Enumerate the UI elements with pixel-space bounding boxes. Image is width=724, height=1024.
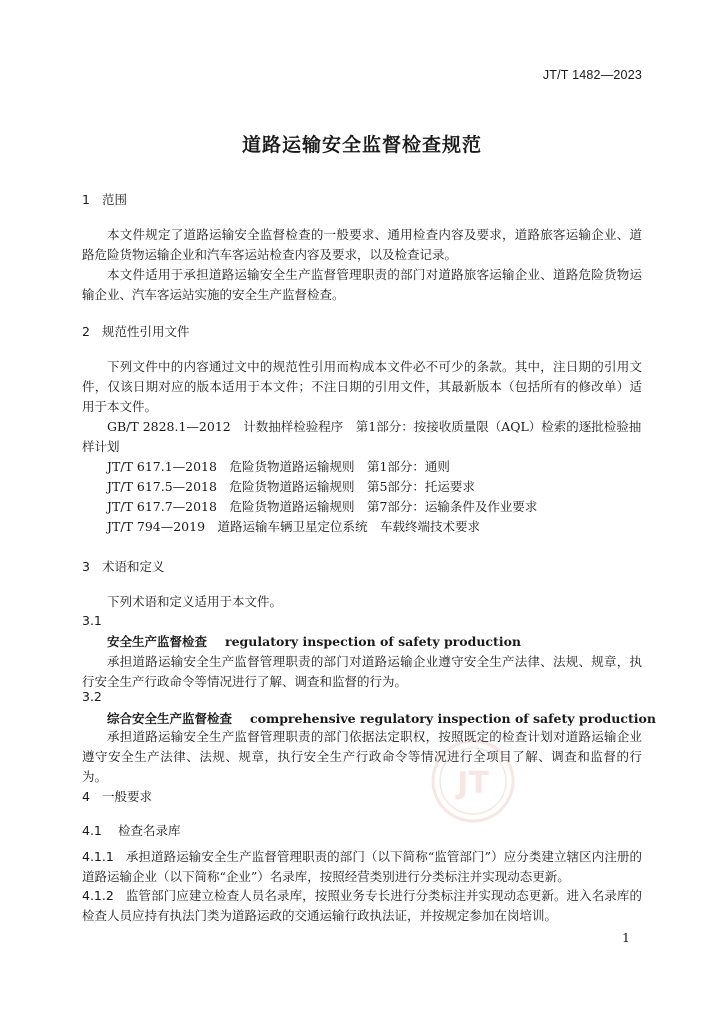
reference-item: GB/T 2828.1—2012 计数抽样检验程序 第1部分：按接收质量限（AQL）检索的逐批检验抽样计划	[82, 419, 642, 454]
section-4-heading	[82, 787, 152, 805]
subsection-4-1-number: 4.1	[82, 823, 102, 838]
section-1-title: 范围	[102, 192, 128, 207]
term-chinese: 安全生产监督检查	[107, 634, 208, 649]
section-3-title: 术语和定义	[102, 559, 165, 574]
svg-text:JT: JT	[457, 766, 489, 801]
reference-item: JT/T 617.5—2018 危险货物道路运输规则 第5部分：托运要求	[107, 479, 475, 494]
term-definition: 承担道路运输安全生产监督管理职责的部门对道路运输企业遵守安全生产法律、法规、规章，执行安全生产行政命令等情况进行了解、调查和监督的行为。	[82, 654, 642, 689]
term-english: regulatory inspection of safety production	[225, 634, 521, 649]
section-3-paragraph-1: 下列术语和定义适用于本文件。	[107, 594, 283, 609]
clause-number: 4.1.1	[82, 849, 114, 864]
subsection-4-1-heading	[82, 821, 181, 839]
clause-number: 4.1.2	[82, 888, 114, 903]
section-2-heading	[82, 322, 190, 340]
clause-4-1-2	[82, 886, 642, 926]
term-heading	[107, 709, 656, 727]
clause-4-1-1	[82, 847, 642, 887]
document-title: 道路运输安全监督检查规范	[241, 134, 482, 156]
term-definition: 承担道路运输安全生产监督管理职责的部门依据法定职权，按照既定的检查计划对道路运输企业遵守安全生产法律、法规、规章，执行安全生产行政命令等情况进行全项目了解、调查和监督的行为。	[82, 729, 642, 784]
section-2-number: 2	[82, 324, 90, 339]
term-number: 3.1	[82, 613, 102, 628]
term-number: 3.2	[82, 689, 102, 704]
reference-item: JT/T 617.7—2018 危险货物道路运输规则 第7部分：运输条件及作业要求	[107, 499, 538, 514]
section-1-paragraph-1: 本文件规定了道路运输安全监督检查的一般要求、通用检查内容及要求，道路旅客运输企业、道路危险货物运输企业和汽车客运站检查内容及要求，以及检查记录。	[82, 227, 642, 262]
section-4-title: 一般要求	[102, 789, 153, 804]
term-chinese: 综合安全生产监督检查	[107, 711, 233, 726]
reference-item: JT/T 794—2019 道路运输车辆卫星定位系统 车载终端技术要求	[107, 519, 481, 534]
term-heading	[107, 632, 521, 650]
section-1-paragraph-2: 本文件适用于承担道路运输安全生产监督管理职责的部门对道路旅客运输企业、道路危险货物运输企业、汽车客运站实施的安全生产监督检查。	[82, 267, 642, 302]
reference-item: JT/T 617.1—2018 危险货物道路运输规则 第1部分：通则	[107, 459, 450, 474]
clause-text: 监管部门应建立检查人员名录库，按照业务专长进行分类标注并实现动态更新。进入名录库的检查人员应持有执法门类为道路运政的交通运输行政执法证，并按规定参加在岗培训。	[82, 888, 642, 923]
standard-code: JT/T 1482—2023	[542, 68, 642, 82]
section-3-heading	[82, 557, 165, 575]
section-1-number: 1	[82, 192, 90, 207]
section-4-number: 4	[82, 789, 90, 804]
page-number: 1	[622, 930, 630, 945]
jt-seal-watermark	[430, 738, 516, 824]
section-3-number: 3	[82, 559, 90, 574]
term-english: comprehensive regulatory inspection of safety production	[250, 711, 656, 726]
clause-text: 承担道路运输安全生产监督管理职责的部门（以下简称“监管部门”）应分类建立辖区内注册的道路运输企业（以下简称“企业”）名录库，按照经营类别进行分类标注并实现动态更新。	[82, 849, 642, 884]
subsection-4-1-title: 检查名录库	[118, 823, 181, 838]
section-2-paragraph-1: 下列文件中的内容通过文中的规范性引用而构成本文件必不可少的条款。其中，注日期的引用文件，仅该日期对应的版本适用于本文件；不注日期的引用文件，其最新版本（包括所有的修改单）适用于本文件。	[82, 359, 642, 414]
section-2-title: 规范性引用文件	[102, 324, 190, 339]
section-1-heading	[82, 190, 127, 208]
